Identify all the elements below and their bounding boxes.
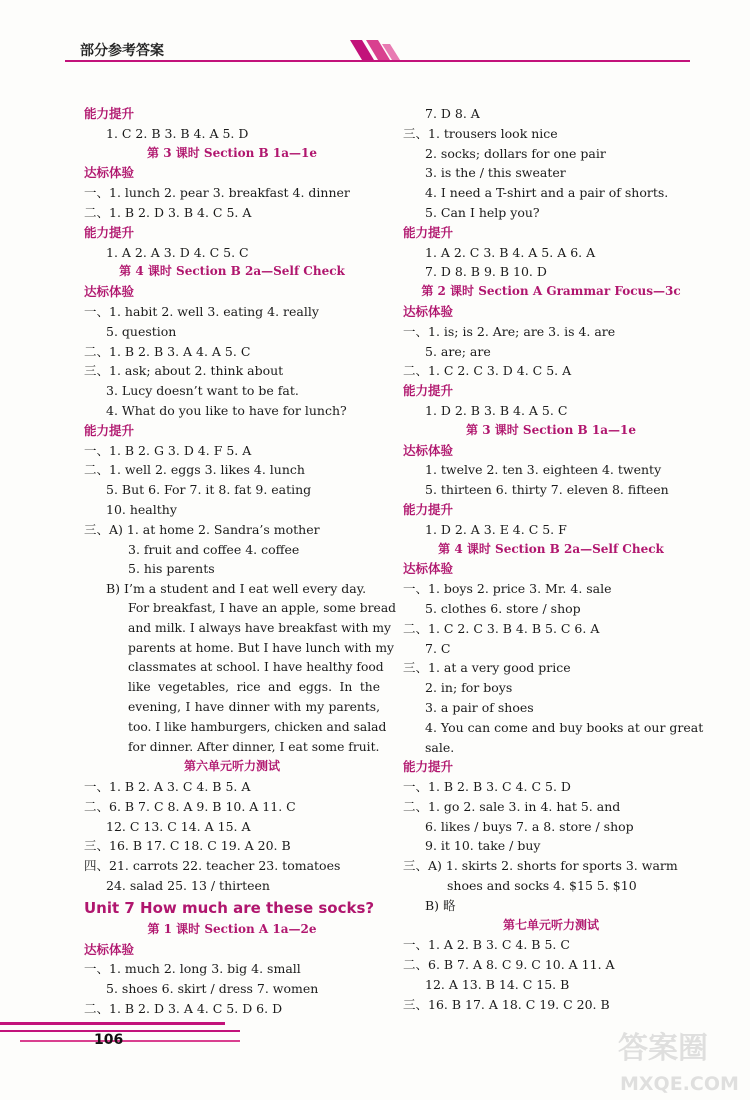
section-heading: 能力提升: [403, 759, 454, 775]
unit-title: Unit 7 How much are these socks?: [84, 898, 375, 917]
lesson-heading: 第 3 课时 Section B 1a—1e: [466, 422, 636, 437]
answer-line: 二、6. B 7. C 8. A 9. B 10. A 11. C: [84, 798, 296, 814]
answer-line: 5. Can I help you?: [425, 204, 540, 220]
answer-column-left: [84, 104, 397, 1019]
passage-line: classmates at school. I have healthy food: [128, 660, 384, 675]
answer-line: 7. C: [425, 640, 451, 656]
answer-column-right: [403, 104, 704, 1015]
answer-line: 二、1. C 2. C 3. D 4. C 5. A: [403, 363, 572, 379]
passage-line: too. I like hamburgers, chicken and salad: [128, 719, 387, 734]
answer-line: 1. A 2. A 3. D 4. C 5. C: [106, 244, 249, 260]
answer-line: shoes and socks 4. $15 5. $10: [447, 878, 637, 894]
answer-line: B) 略: [425, 897, 456, 913]
answer-line: 三、1. at a very good price: [403, 660, 571, 676]
answer-line: 2. in; for boys: [425, 680, 513, 696]
lesson-heading: 第 4 课时 Section B 2a—Self Check: [119, 264, 345, 279]
answer-line: 三、1. ask; about 2. think about: [84, 363, 284, 379]
answer-line: 二、1. well 2. eggs 3. likes 4. lunch: [84, 462, 305, 478]
answer-line: 四、21. carrots 22. teacher 23. tomatoes: [84, 858, 341, 874]
section-heading: 能力提升: [403, 383, 454, 399]
answer-line: 三、A) 1. at home 2. Sandra’s mother: [84, 521, 320, 537]
passage-line: and milk. I always have breakfast with my: [128, 620, 391, 635]
section-heading: 达标体验: [84, 284, 135, 300]
watermark-line1: 答案圈: [618, 1031, 708, 1066]
section-heading: 能力提升: [84, 224, 135, 240]
answer-line: 5. shoes 6. skirt / dress 7. women: [106, 981, 319, 997]
header-rule: [65, 60, 690, 62]
answer-line: 三、16. B 17. A 18. C 19. C 20. B: [403, 996, 610, 1012]
lesson-heading: 第六单元听力测试: [183, 759, 280, 774]
section-heading: 达标体验: [84, 941, 135, 957]
answer-line: 一、1. A 2. B 3. C 4. B 5. C: [403, 937, 570, 953]
answer-line: 1. twelve 2. ten 3. eighteen 4. twenty: [425, 462, 662, 478]
answer-line: 3. Lucy doesn’t want to be fat.: [106, 383, 299, 399]
answer-line: 7. D 8. A: [425, 106, 480, 121]
lesson-heading: 第 1 课时 Section A 1a—2e: [147, 921, 317, 936]
section-heading: 达标体验: [403, 303, 454, 319]
answer-line: 12. C 13. C 14. A 15. A: [106, 818, 251, 834]
watermark-logo: [610, 1020, 750, 1100]
section-heading: 达标体验: [403, 442, 454, 458]
page-number: 106: [94, 1032, 124, 1048]
lesson-heading: 第 4 课时 Section B 2a—Self Check: [438, 541, 664, 556]
answer-line: 5. thirteen 6. thirty 7. eleven 8. fifteen: [425, 482, 669, 498]
answer-line: 二、1. B 2. D 3. B 4. C 5. A: [84, 204, 252, 220]
answer-line: 10. healthy: [106, 501, 177, 517]
chevron-decoration-icon: [350, 38, 400, 62]
answer-line: 6. likes / buys 7. a 8. store / shop: [425, 818, 634, 834]
answer-line: 5. his parents: [128, 561, 215, 577]
answer-line: 一、1. boys 2. price 3. Mr. 4. sale: [403, 581, 612, 597]
answer-line: 3. a pair of shoes: [425, 699, 534, 715]
lesson-heading: 第七单元听力测试: [502, 917, 599, 932]
answer-line: 二、6. B 7. A 8. C 9. C 10. A 11. A: [403, 957, 615, 973]
answer-line: 1. D 2. A 3. E 4. C 5. F: [425, 521, 567, 537]
answer-line: 9. it 10. take / buy: [425, 838, 541, 854]
lesson-heading: 第 2 课时 Section A Grammar Focus—3c: [421, 284, 681, 299]
answer-line: 1. D 2. B 3. B 4. A 5. C: [425, 402, 568, 418]
answer-line: 2. socks; dollars for one pair: [425, 145, 606, 161]
lesson-heading: 第 3 课时 Section B 1a—1e: [147, 145, 317, 160]
section-heading: 能力提升: [84, 106, 135, 121]
answer-line: sale.: [425, 739, 455, 755]
section-heading: 达标体验: [84, 165, 135, 181]
answer-line: 24. salad 25. 13 / thirteen: [106, 878, 270, 894]
answer-line: B) I’m a student and I eat well every day.: [106, 581, 367, 597]
answer-line: 二、1. go 2. sale 3. in 4. hat 5. and: [403, 798, 621, 814]
answer-line: 5. But 6. For 7. it 8. fat 9. eating: [106, 482, 312, 498]
answer-line: 二、1. C 2. C 3. B 4. B 5. C 6. A: [403, 620, 600, 636]
footer-decoration: [0, 1018, 260, 1048]
answer-line: 一、1. much 2. long 3. big 4. small: [84, 961, 301, 977]
section-heading: 能力提升: [403, 224, 454, 240]
section-heading: 达标体验: [403, 561, 454, 577]
passage-line: for dinner. After dinner, I eat some fruit.: [128, 739, 380, 754]
answer-line: 一、1. B 2. G 3. D 4. F 5. A: [84, 442, 252, 458]
answer-line: 3. fruit and coffee 4. coffee: [128, 541, 300, 557]
section-heading: 能力提升: [84, 422, 135, 438]
header-title: 部分参考答案: [80, 43, 164, 59]
answer-line: 一、1. B 2. B 3. C 4. C 5. D: [403, 779, 571, 795]
answer-line: 1. A 2. C 3. B 4. A 5. A 6. A: [425, 244, 596, 260]
passage-line: like vegetables, rice and eggs. In the: [128, 680, 380, 695]
answer-line: 一、1. lunch 2. pear 3. breakfast 4. dinner: [84, 185, 350, 201]
answer-line: 5. are; are: [425, 343, 491, 359]
answer-line: 5. clothes 6. store / shop: [425, 600, 581, 616]
answer-line: 4. I need a T-shirt and a pair of shorts.: [425, 185, 669, 201]
answer-line: 一、1. B 2. A 3. C 4. B 5. A: [84, 779, 251, 795]
answer-line: 1. C 2. B 3. B 4. A 5. D: [106, 125, 249, 141]
answer-line: 4. What do you like to have for lunch?: [106, 402, 347, 418]
section-heading: 能力提升: [403, 501, 454, 517]
answer-line: 三、1. trousers look nice: [403, 125, 558, 141]
answer-line: 二、1. B 2. D 3. A 4. C 5. D 6. D: [84, 1001, 283, 1017]
answer-line: 一、1. habit 2. well 3. eating 4. really: [84, 303, 319, 319]
answer-line: 12. A 13. B 14. C 15. B: [425, 977, 570, 993]
watermark-line2: MXQE.COM: [620, 1073, 739, 1095]
answer-line: 二、1. B 2. B 3. A 4. A 5. C: [84, 343, 251, 359]
passage-line: evening, I have dinner with my parents,: [128, 699, 380, 714]
answer-line: 三、16. B 17. C 18. C 19. A 20. B: [84, 838, 291, 854]
answer-line: 3. is the / this sweater: [425, 165, 566, 181]
answer-line: 7. D 8. B 9. B 10. D: [425, 264, 547, 280]
answer-line: 4. You can come and buy books at our great: [425, 719, 704, 735]
answer-line: 5. question: [106, 323, 177, 339]
page-header: [0, 0, 750, 80]
answer-line: 一、1. is; is 2. Are; are 3. is 4. are: [403, 323, 616, 339]
passage-line: parents at home. But I have lunch with my: [128, 640, 394, 655]
passage-line: For breakfast, I have an apple, some bread: [128, 600, 397, 615]
answer-line: 三、A) 1. skirts 2. shorts for sports 3. warm: [403, 858, 678, 874]
